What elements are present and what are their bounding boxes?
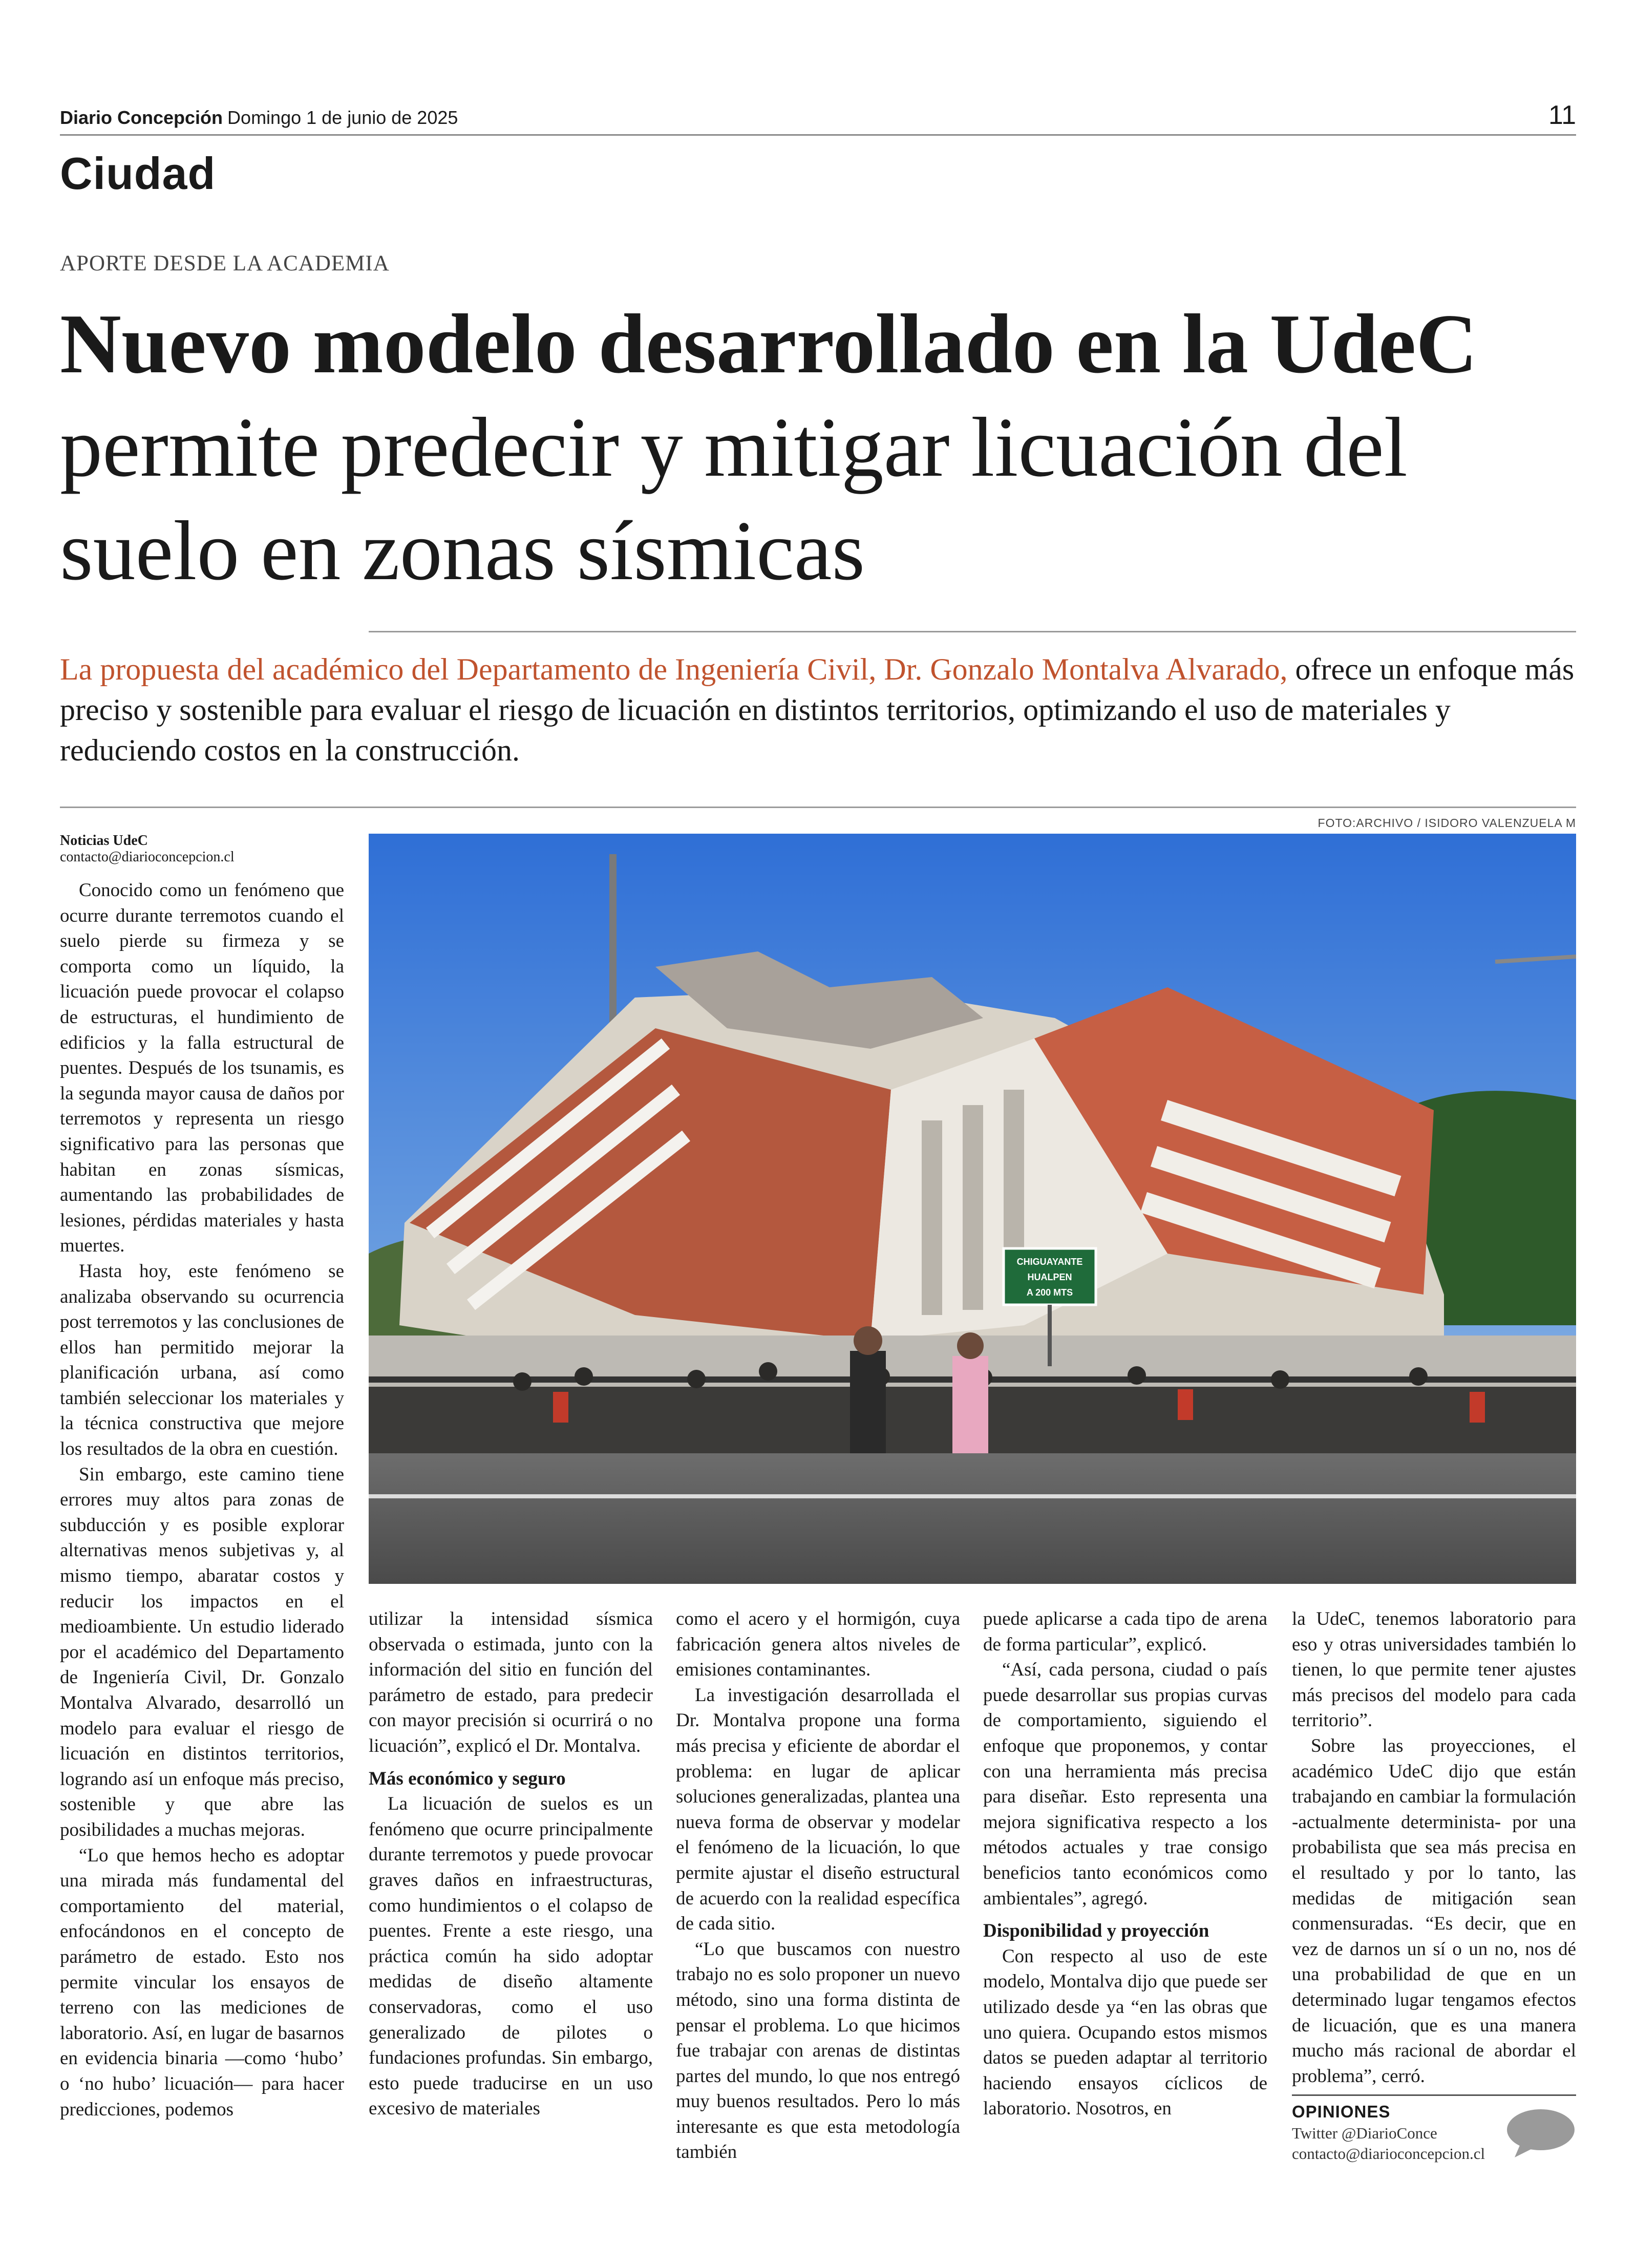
body-column-5 (1292, 1606, 1576, 2089)
photo-credit: FOTO:ARCHIVO / ISIDORO VALENZUELA M (1318, 816, 1576, 830)
subheading-economico: Más económico y seguro (369, 1768, 566, 1789)
article-photo (369, 834, 1576, 1584)
headline-divider (369, 631, 1576, 632)
paragraph: Sobre las proyecciones, el académico UdeC dijo que están trabajando en cambiar la formulación -actualmente determinista- por una probabilista que sea más precisa en el resultado y por lo tanto, las medidas de mitigación sean conmensuradas. “Es decir, que en vez de darnos un sí o un no, nos dé una probabilidad de que en un determinado lugar tengamos efectos de licuación, que es una manera mucho más racional de abordar el problema”, cerró. (1292, 1735, 1576, 2087)
body-column-1 (60, 878, 344, 2122)
paragraph: “Lo que buscamos con nuestro trabajo no es solo proponer un nuevo método, sino una forma distinta de pensar el problema. Lo que hicimos fue trabajar con arenas de distintas partes del mundo, lo que nos entregó muy buenos resultados. Pero lo más interesante es que esta metodología también (676, 1938, 960, 2163)
road-sign-line-3: A 200 MTS (1026, 1287, 1073, 1298)
body-column-4 (983, 1606, 1267, 2122)
paragraph: “Así, cada persona, ciudad o país puede desarrollar sus propias curvas de comportamiento, siguiendo el enfoque que proponemos, y contar con una herramienta más precisa para diseñar. Esto representa una mejora significativa respecto a los métodos actuales y trae consigo beneficios tanto económicos como ambientales”, agregó. (983, 1659, 1267, 1909)
paragraph-continued: como el acero y el hormigón, cuya fabricación genera altos niveles de emisiones contaminantes. (676, 1608, 960, 1681)
deck-text: ofrece un enfoque más preciso y sostenible para evaluar el riesgo de licuación en distintos territorios, optimizando el uso de materiales y reduciendo costos en la construcción. (60, 652, 1575, 767)
paragraph: Con respecto al uso de este modelo, Montalva dijo que puede ser utilizado desde ya “en las obras que uno quiera. Ocupando estos mismos datos se pueden adaptar al territorio haciendo ensayos cíclicos de laboratorio. Nosotros, en (983, 1945, 1267, 2119)
masthead (60, 107, 458, 129)
opinions-divider (1292, 2094, 1576, 2096)
byline-email: contacto@diarioconcepcion.cl (60, 849, 235, 865)
paragraph: Conocido como un fenómeno que ocurre durante terremotos cuando el suelo pierde su firmeza y se comporta como un líquido, la licuación puede provocar el colapso de estructuras, el hundimiento de edificios y la falla estructural de puentes. Después de los tsunamis, es la segunda mayor causa de daños por terremotos y representa un riesgo significativo para las personas que habitan en zonas sísmicas, aumentando las probabilidades de lesiones, pérdidas materiales y hasta muertes. (60, 880, 344, 1257)
byline (60, 833, 235, 865)
headline (60, 292, 1576, 602)
top-divider (60, 134, 1576, 136)
paragraph: Sin embargo, este camino tiene errores muy altos para zonas de subducción y es posible explorar alternativas menos subjetivas y, al mismo tiempo, abaratar costos y reducir los impactos en el medioambiente. Un estudio liderado por el académico del Departamento de Ingeniería Civil, Dr. Gonzalo Montalva Alvarado, desarrolló un modelo para evaluar el riesgo de licuación en distintos territorios, logrando así un enfoque más preciso, sostenible y que abre las posibilidades a muchas mejoras. (60, 1464, 344, 1840)
opinions-email[interactable]: contacto@diarioconcepcion.cl (1292, 2145, 1485, 2163)
newspaper-name: Diario Concepción (60, 107, 223, 128)
headline-regular: permite predecir y mitigar licuación del suelo en zonas sísmicas (60, 400, 1408, 598)
paragraph: La licuación de suelos es un fenómeno que ocurre principalmente durante terremotos y puede provocar graves daños en infraestructuras, como hundimientos o el colapso de puentes. Frente a este riesgo, una práctica común ha sido adoptar medidas de diseño altamente conservadoras, como el uso generalizado de pilotes o fundaciones profundas. Sin embargo, esto puede traducirse en un uso excesivo de materiales (369, 1793, 653, 2119)
deck-highlight: La propuesta del académico del Departamento de Ingeniería Civil, Dr. Gonzalo Montalva Alvarado, (60, 652, 1288, 686)
paragraph-continued: utilizar la intensidad sísmica observada o estimada, junto con la información del sitio en función del parámetro de estado, para predecir con mayor precisión si ocurrirá o no licuación”, explicó el Dr. Montalva. (369, 1608, 653, 1756)
opinions-title: OPINIONES (1292, 2102, 1391, 2121)
road-sign-line-2: HUALPEN (1027, 1272, 1072, 1282)
kicker: APORTE DESDE LA ACADEMIA (60, 251, 390, 275)
paragraph-continued: la UdeC, tenemos laboratorio para eso y otras universidades también lo tienen, lo que permite tener ajustes más precisos del modelo para cada territorio”. (1292, 1608, 1576, 1731)
section-title: Ciudad (60, 148, 216, 199)
subheading-disponibilidad: Disponibilidad y proyección (983, 1920, 1209, 1942)
body-column-2 (369, 1606, 653, 2122)
paragraph: Hasta hoy, este fenómeno se analizaba observando su ocurrencia post terremotos y las conclusiones de ellos han permitido mejorar la planificación urbana, así como también seleccionar los materiales y la técnica constructiva que mejore los resultados de la obra en cuestión. (60, 1260, 344, 1460)
deck-divider (60, 807, 1576, 808)
deck (60, 649, 1576, 771)
paragraph: La investigación desarrollada el Dr. Montalva propone una forma más precisa y eficiente de abordar el problema: en lugar de aplicar soluciones generalizadas, plantea una nueva forma de observar y modelar el fenómeno de la licuación, lo que permite ajustar el diseño estructural de acuerdo con la realidad específica de cada sitio. (676, 1684, 960, 1935)
paragraph: “Lo que hemos hecho es adoptar una mirada más fundamental del comportamiento del material, enfocándonos en el concepto de parámetro de estado. Esto nos permite vincular los ensayos de terreno con las mediciones de laboratorio. Así, en lugar de basarnos en evidencia binaria —como ‘hubo’ o ‘no hubo’ licuación— para hacer predicciones, podemos (60, 1845, 344, 2120)
headline-bold: Nuevo modelo desarrollado en la UdeC (60, 296, 1478, 391)
byline-name: Noticias UdeC (60, 833, 148, 849)
road-sign-line-1: CHIGUAYANTE (1016, 1257, 1083, 1267)
speech-bubble-icon (1505, 2107, 1576, 2158)
body-column-3 (676, 1606, 960, 2165)
paragraph-continued: puede aplicarse a cada tipo de arena de forma particular”, explicó. (983, 1608, 1267, 1655)
page-number: 11 (1548, 100, 1576, 130)
collapsed-building-illustration (369, 834, 1576, 1584)
issue-date: Domingo 1 de junio de 2025 (227, 107, 458, 128)
opinions-twitter[interactable]: Twitter @DiarioConce (1292, 2124, 1437, 2142)
